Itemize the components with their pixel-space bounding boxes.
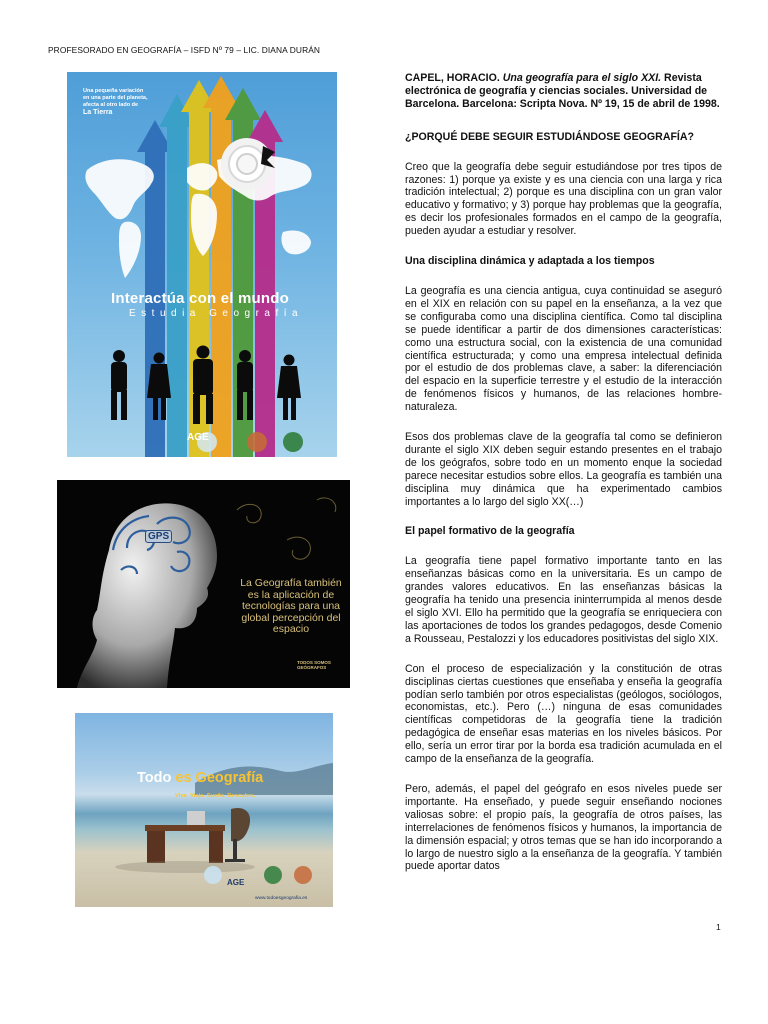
paragraph: Esos dos problemas clave de la geografía tal como se definieron durante el siglo XIX deben seguir estando presentes en el trabajo de los geógrafos, sobre todo en un momento enque la sociedad parece necesitar estudios sobre ellos. La geografía es también una disciplina muy dinámica que ha experimentado cambios importantes a lo largo del siglo XX(…) (405, 431, 722, 508)
page-number: 1 (716, 922, 721, 932)
section-title-dynamic: Una disciplina dinámica y adaptada a los tiempos (405, 255, 655, 268)
beach-desk-graphic (75, 713, 333, 907)
poster-gps (57, 480, 350, 688)
paragraph: La geografía es una ciencia antigua, cuya continuidad se aseguró en el XIX en relación con su papel en la enseñanza, a la vez que se configuraba como una disciplina científica. Como tal disciplina se puede identificar a partir de dos dimensiones características: como una estructura social, con la existencia de una comunidad científica estructurada; y como una empresa intelectual definida por el estudio de dos problemas clave, a saber: la diferenciación del espacio en la superficie terrestre y el estudio de la interacción de fenómenos físicos y humanos, de las relaciones hombre-naturaleza. (405, 284, 722, 414)
main-title: ¿PORQUÉ DEBE SEGUIR ESTUDIÁNDOSE GEOGRAFÍA? (405, 130, 695, 143)
poster-subline: Estudia Geografía (129, 308, 304, 319)
poster-arrows-graphic (67, 72, 337, 457)
citation: CAPEL, HORACIO. Una geografía para el siglo XXI. Revista electrónica de geografía y ciencias sociales. Universidad de Barcelona. Barcelona: Scripta Nova. Nº 19, 15 de abril de 1998. (405, 72, 720, 110)
poster-url: www.todoesgeografia.es (255, 896, 308, 901)
section-title-formative: El papel formativo de la geografía (405, 525, 575, 538)
poster-headline: Interactúa con el mundo (111, 290, 289, 307)
page-header: PROFESORADO EN GEOGRAFÍA – ISFD Nº 79 – LIC. DIANA DURÁN (48, 45, 321, 55)
age-logo: AGE (187, 432, 209, 443)
gps-badge: GPS (145, 530, 172, 543)
poster-title: Todo es Geografía (137, 770, 264, 786)
age-logo: AGE (227, 878, 245, 887)
poster-todo-es-geografia (75, 713, 333, 907)
paragraph: Con el proceso de especialización y la constitución de otras disciplinas ciertas cuestiones que enseñaba y enseña la geografía podían serlo también por otros especialistas (geólogos, sociólogos, economistas, etc.). Pero (…) ninguna de esas comunidades científicas competidoras de la geografía tiene la tradición pedagógica de enseñar esas materias en los niveles básicos. Por ello, sería un error tirar por la borda esa tradición acumulada en el campo de la enseñanza de la geografía. (405, 662, 722, 766)
paragraph: La geografía tiene papel formativo importante tanto en las enseñanzas básicas como en la universitaria. Es un campo de grandes valores educativos. En las enseñanzas básicas la geografía ha tenido una presencia ininterrumpida al menos desde el siglo XVI. Ello ha permitido que la geografía se enriqueciera con las aportaciones de todos los grandes pedagogos, desde Comenio a Rousseau, Pestalozzi y los educadores positivistas del siglo XIX. (405, 555, 722, 645)
poster-motto: Vive. Viaja. Sueña. Descubre. (175, 793, 256, 799)
poster-slogan: La Geografía también es la aplicación de tecnologías para una global percepción del espacio (240, 577, 342, 635)
poster-tagline: Una pequeña variación en una parte del planeta, afecta al otro lado de La Tierra (83, 88, 148, 116)
poster-interactua (67, 72, 337, 457)
citation-title: Una geografía para el siglo XXI. (502, 72, 662, 84)
paragraph: Pero, además, el papel del geógrafo en esos niveles puede ser importante. Ha enseñado, y puede seguir enseñando nociones valiosas sobre: el propio país, la geografía de otros países, las interrelaciones de fenómenos físicos y humanos, la importancia de la dimensión espacial; y otros temas que se han ido incorporando a lo largo de nuestro siglo a la enseñanza de la geografía. Y también puede aportar datos (405, 782, 722, 873)
todos-somos-logo: TODOS SOMOS GEÓGRAFOS (297, 660, 331, 670)
intro-paragraph: Creo que la geografía debe seguir estudiándose por tres tipos de razones: 1) porque ya existe y es una ciencia con una larga y rica tradición intelectual; 2) porque es una disciplina con un gran valor educativo y formativo; y 3) porque hay problemas que la geografía, es decir los profesionales formados en el campo de la geografía, pueden ayudar a estudiar y resolver. (405, 160, 722, 238)
article-column (405, 72, 722, 890)
